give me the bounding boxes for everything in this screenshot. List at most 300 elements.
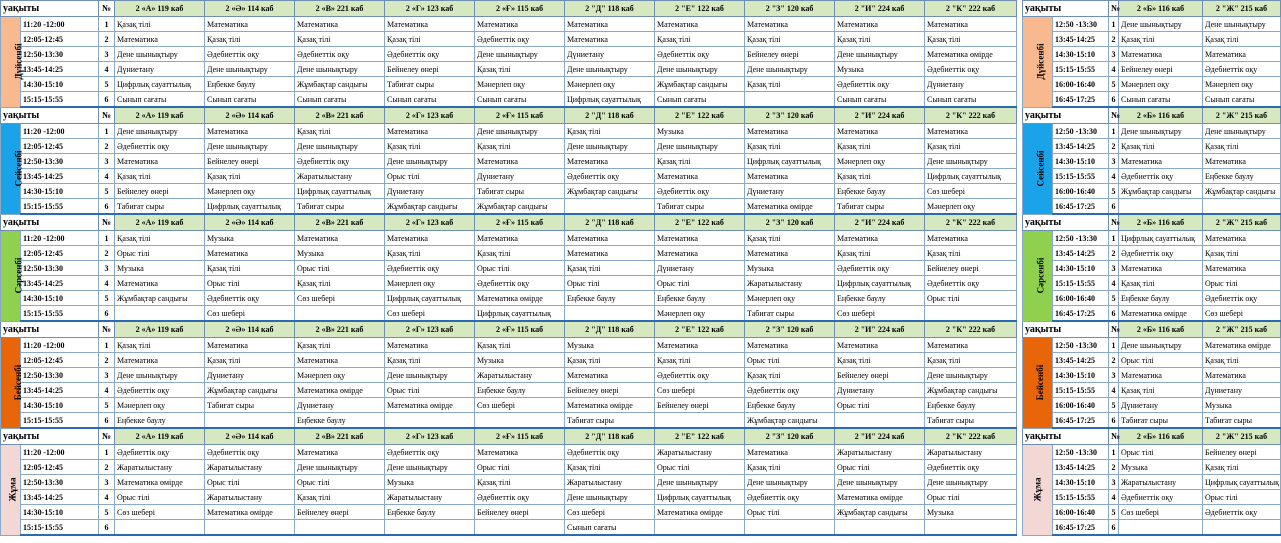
side-header-row xyxy=(1023,107,1281,124)
lesson-row xyxy=(1023,338,1281,353)
lesson-row xyxy=(1023,231,1281,246)
lesson-row xyxy=(1023,505,1281,520)
subject-cell: Музыка xyxy=(295,246,385,261)
lesson-row xyxy=(1023,17,1281,32)
lesson-row xyxy=(1,460,1017,475)
class-header: 2 "Е" 122 каб xyxy=(655,428,745,445)
subject-cell: Цифрлық сауаттылық xyxy=(655,490,745,505)
day-name: Жұма xyxy=(1032,477,1042,502)
subject-cell: Дене шынықтыру xyxy=(1119,338,1203,353)
lesson-time: 12:50-13:30 xyxy=(21,154,99,169)
subject-cell: Дене шынықтыру xyxy=(295,460,385,475)
subject-cell: Математика xyxy=(205,124,295,139)
subject-cell: Дене шынықтыру xyxy=(205,62,295,77)
lesson-row xyxy=(1,398,1017,413)
subject-cell: Табиғат сыры xyxy=(475,184,565,199)
subject-cell: Қазақ тілі xyxy=(115,17,205,32)
class-header: 2 "З" 120 каб xyxy=(745,1,835,17)
subject-cell: Математика xyxy=(295,231,385,246)
day-label xyxy=(1023,17,1053,108)
subject-cell: Бейнелеу өнері xyxy=(475,505,565,520)
class-header: 2 "Е" 122 каб xyxy=(655,321,745,338)
subject-cell: Сынып сағаты xyxy=(115,92,205,108)
subject-cell: Мәнерлеп оқу xyxy=(1119,77,1203,92)
lesson-row xyxy=(1,62,1017,77)
subject-cell: Математика өмірде xyxy=(655,505,745,520)
subject-cell: Қазақ тілі xyxy=(925,139,1017,154)
lesson-number: 1 xyxy=(99,17,115,32)
lesson-number: 1 xyxy=(99,124,115,139)
lesson-time: 14:30-15:10 xyxy=(21,291,99,306)
subject-cell: Математика xyxy=(475,445,565,460)
lesson-time: 16:00-16:40 xyxy=(1053,184,1109,199)
subject-cell: Дүниетану xyxy=(385,184,475,199)
subject-cell: Қазақ тілі xyxy=(655,32,745,47)
subject-cell: Қазақ тілі xyxy=(655,353,745,368)
subject-cell: Математика xyxy=(1203,261,1281,276)
subject-cell: Қазақ тілі xyxy=(205,32,295,47)
subject-cell: Қазақ тілі xyxy=(565,460,655,475)
subject-cell: Әдебиеттік оқу xyxy=(385,261,475,276)
lesson-row xyxy=(1023,306,1281,322)
subject-cell: Математика xyxy=(385,338,475,353)
subject-cell: Табиғат сыры xyxy=(205,398,295,413)
subject-cell: Дене шынықтыру xyxy=(565,490,655,505)
lesson-number: 2 xyxy=(1109,460,1119,475)
subject-cell: Цифрлық сауаттылық xyxy=(835,276,925,291)
subject-cell: Математика xyxy=(745,338,835,353)
subject-cell: Цифрлық сауаттылық xyxy=(385,291,475,306)
lesson-row xyxy=(1023,353,1281,368)
subject-cell: Математика xyxy=(205,338,295,353)
lesson-time: 11:20 -12:00 xyxy=(21,338,99,353)
class-header: 2 "З" 120 каб xyxy=(745,214,835,231)
lesson-number: 1 xyxy=(99,445,115,460)
subject-cell: Қазақ тілі xyxy=(745,460,835,475)
lesson-time: 12:50-13:30 xyxy=(21,368,99,383)
lesson-row xyxy=(1023,199,1281,215)
lesson-row xyxy=(1023,460,1281,475)
subject-cell: Математика өмірде xyxy=(835,490,925,505)
subject-cell: Дене шынықтыру xyxy=(925,475,1017,490)
lesson-time: 16:00-16:40 xyxy=(1053,398,1109,413)
lesson-time: 14:30-15:10 xyxy=(1053,154,1109,169)
time-column-header: уақыты xyxy=(1,1,99,17)
lesson-number: 1 xyxy=(1109,231,1119,246)
subject-cell: Математика xyxy=(115,154,205,169)
subject-cell: Математика xyxy=(925,231,1017,246)
subject-cell: Жұмбақтар сандығы xyxy=(745,413,835,429)
subject-cell: Дүниетану xyxy=(835,383,925,398)
subject-cell: Музыка xyxy=(115,261,205,276)
subject-cell: Математика xyxy=(1203,47,1281,62)
lesson-time: 13:45-14:25 xyxy=(1053,353,1109,368)
subject-cell: Қазақ тілі xyxy=(835,246,925,261)
class-header: 2 "З" 120 каб xyxy=(745,107,835,124)
class-header: 2 "Ж" 215 каб xyxy=(1203,428,1281,445)
subject-cell: Сөз шебері xyxy=(925,184,1017,199)
lesson-time: 15:15-15:55 xyxy=(21,520,99,536)
day-name: Сәрсенбі xyxy=(1035,257,1046,294)
subject-cell: Математика өмірде xyxy=(925,47,1017,62)
subject-cell: Қазақ тілі xyxy=(385,32,475,47)
side-header-row xyxy=(1023,321,1281,338)
subject-cell: Бейнелеу өнері xyxy=(115,184,205,199)
number-column-header: № xyxy=(1109,321,1119,338)
subject-cell xyxy=(925,306,1017,322)
subject-cell: Математика xyxy=(745,169,835,184)
subject-cell: Әдебиеттік оқу xyxy=(295,47,385,62)
subject-cell: Қазақ тілі xyxy=(745,32,835,47)
subject-cell: Әдебиеттік оқу xyxy=(925,62,1017,77)
lesson-row xyxy=(1,445,1017,460)
subject-cell: Бейнелеу өнері xyxy=(385,62,475,77)
subject-cell: Жұмбақтар сандығы xyxy=(385,199,475,215)
lesson-row xyxy=(1,306,1017,322)
subject-cell: Әдебиеттік оқу xyxy=(655,47,745,62)
class-header: 2 "И" 224 каб xyxy=(835,1,925,17)
subject-cell: Сынып сағаты xyxy=(1119,92,1203,108)
subject-cell: Қазақ тілі xyxy=(1119,383,1203,398)
subject-cell: Цифрлық сауаттылық xyxy=(565,92,655,108)
subject-cell: Дене шынықтыру xyxy=(655,475,745,490)
lesson-time: 12:05-12:45 xyxy=(21,460,99,475)
lesson-row xyxy=(1,184,1017,199)
subject-cell: Дене шынықтыру xyxy=(745,62,835,77)
lesson-row xyxy=(1,291,1017,306)
class-header: 2 «В» 221 каб xyxy=(295,428,385,445)
lesson-number: 5 xyxy=(99,505,115,520)
lesson-row xyxy=(1,353,1017,368)
subject-cell: Математика xyxy=(745,17,835,32)
class-header: 2 "И" 224 каб xyxy=(835,321,925,338)
subject-cell: Орыс тілі xyxy=(835,460,925,475)
class-header: 2 «А» 119 каб xyxy=(115,107,205,124)
lesson-number: 3 xyxy=(1109,47,1119,62)
lesson-row xyxy=(1023,184,1281,199)
subject-cell: Сөз шебері xyxy=(1203,306,1281,322)
subject-cell: Жұмбақтар сандығы xyxy=(1119,184,1203,199)
subject-cell: Дене шынықтыру xyxy=(385,460,475,475)
number-column-header: № xyxy=(1109,428,1119,445)
day-label xyxy=(1,338,24,429)
subject-cell: Жаратылыстану xyxy=(205,490,295,505)
subject-cell: Еңбекке баулу xyxy=(1203,169,1281,184)
subject-cell: Қазақ тілі xyxy=(655,154,745,169)
subject-cell: Математика өмірде xyxy=(475,291,565,306)
subject-cell: Бейнелеу өнері xyxy=(925,261,1017,276)
main-header-row xyxy=(1,428,1017,445)
lesson-number: 5 xyxy=(99,184,115,199)
day-name: Бейсенбі xyxy=(1035,365,1046,401)
subject-cell: Орыс тілі xyxy=(295,475,385,490)
subject-cell: Математика xyxy=(655,231,745,246)
subject-cell: Қазақ тілі xyxy=(475,475,565,490)
lesson-time: 12:05-12:45 xyxy=(21,139,99,154)
subject-cell: Қазақ тілі xyxy=(835,139,925,154)
subject-cell xyxy=(385,413,475,429)
lesson-time: 12:05-12:45 xyxy=(21,246,99,261)
subject-cell: Математика xyxy=(115,32,205,47)
lesson-number: 6 xyxy=(99,306,115,322)
lesson-number: 4 xyxy=(1109,62,1119,77)
main-header-row xyxy=(1,107,1017,124)
subject-cell: Цифрлық сауаттылық xyxy=(925,169,1017,184)
class-header: 2 «Ғ» 115 каб xyxy=(475,1,565,17)
lesson-number: 2 xyxy=(1109,353,1119,368)
class-header: 2 «Б» 116 каб xyxy=(1119,214,1203,231)
subject-cell: Цифрлық сауаттылық xyxy=(1119,231,1203,246)
lesson-number: 6 xyxy=(99,199,115,215)
time-column-header: уақыты xyxy=(1,107,99,124)
subject-cell: Қазақ тілі xyxy=(385,246,475,261)
subject-cell: Сынып сағаты xyxy=(475,92,565,108)
subject-cell: Қазақ тілі xyxy=(295,490,385,505)
subject-cell: Дүниетану xyxy=(295,398,385,413)
subject-cell: Сөз шебері xyxy=(475,398,565,413)
subject-cell: Қазақ тілі xyxy=(1203,353,1281,368)
subject-cell: Орыс тілі xyxy=(655,276,745,291)
subject-cell: Сөз шебері xyxy=(835,306,925,322)
subject-cell: Әдебиеттік оқу xyxy=(475,490,565,505)
lesson-number: 1 xyxy=(99,231,115,246)
subject-cell: Математика өмірде xyxy=(295,383,385,398)
day-label xyxy=(1,445,21,536)
subject-cell: Бейнелеу өнері xyxy=(1203,445,1281,460)
subject-cell: Дене шынықтыру xyxy=(115,368,205,383)
lesson-time: 12:50-13:30 xyxy=(21,261,99,276)
subject-cell: Бейнелеу өнері xyxy=(655,398,745,413)
subject-cell: Математика xyxy=(745,124,835,139)
subject-cell: Математика xyxy=(1203,154,1281,169)
lesson-row xyxy=(1,47,1017,62)
subject-cell: Математика xyxy=(835,231,925,246)
lesson-number: 4 xyxy=(99,383,115,398)
lesson-number: 5 xyxy=(99,291,115,306)
subject-cell: Орыс тілі xyxy=(925,291,1017,306)
subject-cell: Математика xyxy=(565,17,655,32)
lesson-number: 3 xyxy=(1109,368,1119,383)
lesson-row xyxy=(1023,154,1281,169)
lesson-number: 3 xyxy=(1109,154,1119,169)
subject-cell: Әдебиеттік оқу xyxy=(745,383,835,398)
lesson-time: 13:45-14:25 xyxy=(21,169,99,184)
subject-cell: Еңбекке баулу xyxy=(385,505,475,520)
lesson-time: 13:45-14:25 xyxy=(21,383,99,398)
class-header: 2 "К" 222 каб xyxy=(925,428,1017,445)
subject-cell xyxy=(205,520,295,536)
subject-cell xyxy=(1203,199,1281,215)
day-name: Бейсенбі xyxy=(13,365,24,401)
lesson-row xyxy=(1023,398,1281,413)
subject-cell: Табиғат сыры xyxy=(1119,413,1203,429)
subject-cell: Қазақ тілі xyxy=(205,261,295,276)
lesson-time: 14:30-15:10 xyxy=(1053,261,1109,276)
subject-cell: Орыс тілі xyxy=(835,398,925,413)
lesson-number: 1 xyxy=(1109,17,1119,32)
lesson-number: 2 xyxy=(99,353,115,368)
subject-cell: Қазақ тілі xyxy=(385,353,475,368)
class-header: 2 "Ж" 215 каб xyxy=(1203,1,1281,17)
lesson-number: 3 xyxy=(99,261,115,276)
lesson-row xyxy=(1,490,1017,505)
class-header: 2 «Б» 116 каб xyxy=(1119,428,1203,445)
main-header-row xyxy=(1,321,1017,338)
subject-cell: Қазақ тілі xyxy=(205,169,295,184)
lesson-row xyxy=(1,520,1017,536)
subject-cell: Музыка xyxy=(475,353,565,368)
subject-cell: Математика xyxy=(1203,231,1281,246)
lesson-time: 15:15-15:55 xyxy=(21,413,99,429)
day-name: Сәрсенбі xyxy=(13,257,24,294)
subject-cell: Музыка xyxy=(925,505,1017,520)
subject-cell: Еңбекке баулу xyxy=(835,184,925,199)
class-header: 2 «Ғ» 115 каб xyxy=(475,214,565,231)
number-column-header: № xyxy=(99,214,115,231)
subject-cell xyxy=(1119,199,1203,215)
subject-cell: Дене шынықтыру xyxy=(475,124,565,139)
subject-cell: Табиғат сыры xyxy=(655,199,745,215)
subject-cell: Дене шынықтыру xyxy=(1119,17,1203,32)
subject-cell: Орыс тілі xyxy=(115,246,205,261)
class-header: 2 "Е" 122 каб xyxy=(655,214,745,231)
subject-cell: Музыка xyxy=(655,124,745,139)
lesson-time: 11:20 -12:00 xyxy=(21,124,99,139)
subject-cell xyxy=(115,306,205,322)
lesson-number: 6 xyxy=(99,413,115,429)
subject-cell: Жұмбақтар сандығы xyxy=(835,505,925,520)
subject-cell: Әдебиеттік оқу xyxy=(835,77,925,92)
lesson-number: 2 xyxy=(99,32,115,47)
subject-cell: Әдебиеттік оқу xyxy=(565,169,655,184)
subject-cell: Орыс тілі xyxy=(1119,353,1203,368)
lesson-time: 16:45-17:25 xyxy=(1053,413,1109,429)
lesson-time: 15:15-15:55 xyxy=(1053,62,1109,77)
subject-cell: Мәнерлеп оқу xyxy=(115,398,205,413)
subject-cell: Математика xyxy=(565,368,655,383)
lesson-number: 3 xyxy=(99,47,115,62)
subject-cell: Еңбекке баулу xyxy=(655,291,745,306)
lesson-time: 16:00-16:40 xyxy=(1053,291,1109,306)
subject-cell: Орыс тілі xyxy=(1203,276,1281,291)
subject-cell: Математика өмірде xyxy=(565,398,655,413)
subject-cell: Қазақ тілі xyxy=(835,32,925,47)
subject-cell: Дене шынықтыру xyxy=(565,139,655,154)
lesson-number: 6 xyxy=(99,520,115,536)
subject-cell: Әдебиеттік оқу xyxy=(205,47,295,62)
subject-cell: Әдебиеттік оқу xyxy=(655,368,745,383)
lesson-time: 16:45-17:25 xyxy=(1053,520,1109,536)
subject-cell: Орыс тілі xyxy=(115,490,205,505)
subject-cell: Қазақ тілі xyxy=(745,368,835,383)
subject-cell: Дүниетану xyxy=(1119,398,1203,413)
subject-cell: Математика xyxy=(745,445,835,460)
class-header: 2 «В» 221 каб xyxy=(295,321,385,338)
day-name: Сейсенбі xyxy=(13,150,24,187)
lesson-number: 3 xyxy=(1109,475,1119,490)
lesson-number: 5 xyxy=(1109,184,1119,199)
day-label xyxy=(1,124,24,215)
lesson-time: 14:30-15:10 xyxy=(21,398,99,413)
subject-cell: Сөз шебері xyxy=(115,505,205,520)
lesson-time: 12:50 -13:30 xyxy=(1053,231,1109,246)
subject-cell xyxy=(1203,520,1281,536)
subject-cell: Математика xyxy=(385,124,475,139)
subject-cell: Математика xyxy=(1119,47,1203,62)
lesson-row xyxy=(1023,520,1281,536)
subject-cell: Математика xyxy=(385,17,475,32)
subject-cell: Қазақ тілі xyxy=(115,231,205,246)
side-header-row xyxy=(1023,428,1281,445)
subject-cell xyxy=(115,520,205,536)
lesson-number: 6 xyxy=(1109,413,1119,429)
lesson-row xyxy=(1023,32,1281,47)
time-column-header: уақыты xyxy=(1023,321,1109,338)
subject-cell: Цифрлық сауаттылық xyxy=(1203,475,1281,490)
lesson-number: 3 xyxy=(99,154,115,169)
subject-cell: Орыс тілі xyxy=(1203,490,1281,505)
subject-cell: Математика өмірде xyxy=(1203,338,1281,353)
lesson-time: 13:45-14:25 xyxy=(1053,32,1109,47)
subject-cell: Жұмбақтар сандығы xyxy=(925,383,1017,398)
lesson-row xyxy=(1023,124,1281,139)
lesson-time: 16:00-16:40 xyxy=(1053,77,1109,92)
subject-cell: Математика өмірде xyxy=(115,475,205,490)
subject-cell: Музыка xyxy=(385,475,475,490)
lesson-number: 3 xyxy=(99,368,115,383)
lesson-time: 12:50-13:30 xyxy=(21,475,99,490)
class-header: 2 «Б» 116 каб xyxy=(1119,1,1203,17)
lesson-number: 3 xyxy=(1109,261,1119,276)
subject-cell: Математика xyxy=(565,231,655,246)
subject-cell: Дүниетану xyxy=(1203,383,1281,398)
subject-cell: Цифрлық сауаттылық xyxy=(115,77,205,92)
subject-cell: Қазақ тілі xyxy=(385,139,475,154)
subject-cell: Музыка xyxy=(565,338,655,353)
subject-cell: Математика xyxy=(475,231,565,246)
class-header: 2 "Д" 118 каб xyxy=(565,321,655,338)
subject-cell: Қазақ тілі xyxy=(565,124,655,139)
subject-cell: Жаратылыстану xyxy=(385,490,475,505)
lesson-number: 4 xyxy=(1109,276,1119,291)
subject-cell: Математика xyxy=(205,246,295,261)
lesson-row xyxy=(1,139,1017,154)
subject-cell: Еңбекке баулу xyxy=(205,77,295,92)
subject-cell: Жұмбақтар сандығы xyxy=(115,291,205,306)
subject-cell: Табиғат сыры xyxy=(385,77,475,92)
lesson-row xyxy=(1,475,1017,490)
subject-cell: Жұмбақтар сандығы xyxy=(475,199,565,215)
subject-cell: Математика xyxy=(925,124,1017,139)
subject-cell: Жұмбақтар сандығы xyxy=(205,383,295,398)
subject-cell: Дүниетану xyxy=(565,47,655,62)
day-label xyxy=(1,17,24,108)
lesson-row xyxy=(1,92,1017,108)
subject-cell: Табиғат сыры xyxy=(1203,413,1281,429)
subject-cell xyxy=(655,520,745,536)
subject-cell: Қазақ тілі xyxy=(115,338,205,353)
lesson-row xyxy=(1023,169,1281,184)
number-column-header: № xyxy=(99,321,115,338)
time-column-header: уақыты xyxy=(1023,1,1109,17)
subject-cell: Қазақ тілі xyxy=(295,32,385,47)
subject-cell: Математика xyxy=(565,32,655,47)
lesson-time: 14:30-15:10 xyxy=(21,77,99,92)
subject-cell: Жұмбақтар сандығы xyxy=(565,184,655,199)
lesson-row xyxy=(1023,47,1281,62)
subject-cell: Қазақ тілі xyxy=(925,246,1017,261)
lesson-row xyxy=(1023,261,1281,276)
